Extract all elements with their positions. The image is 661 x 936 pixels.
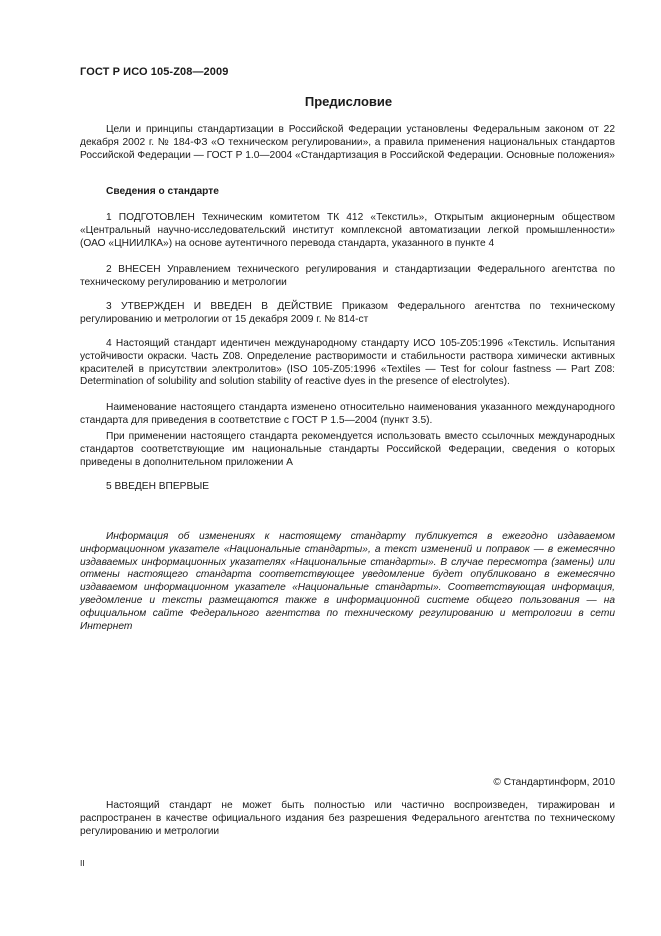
page-title: Предисловие xyxy=(304,94,393,109)
page-number: II xyxy=(80,858,85,868)
copyright: © Стандартинформ, 2010 xyxy=(493,777,615,788)
section-heading: Сведения о стандарте xyxy=(106,186,219,197)
item-2-submitted: 2 ВНЕСЕН Управлением технического регулирования и стандартизации Федерального агентства по техническому регулированию и метрологии xyxy=(80,264,615,288)
item-4-name-change: Наименование настоящего стандарта изменено относительно наименования указанного международного стандарта для приведения в соответствие с ГОСТ Р 1.5—2004 (пункт 3.5). xyxy=(80,402,615,426)
item-5-first-introduced: 5 ВВЕДЕН ВПЕРВЫЕ xyxy=(106,481,210,492)
item-4-identical: 4 Настоящий стандарт идентичен международному стандарту ИСО 105-Z05:1996 «Текстиль. Испытания устойчивости окраски. Часть Z08. Определение растворимости и стабильности раствора химически активных красителей в присутствии электролитов» (ISO 105-Z05:1996 «Textiles — Test for colour fastness — Part Z08: Determination of solubility and solution stability of reactive dyes in the presence of electrolytes). xyxy=(80,338,615,388)
item-4-references: При применении настоящего стандарта рекомендуется использовать вместо ссылочных международных стандартов соответствующие им национальные стандарты Российской Федерации, сведения о которых приведены в дополнительном приложении А xyxy=(80,431,615,468)
notice-paragraph: Информация об изменениях к настоящему стандарту публикуется в ежегодно издаваемом информационном указателе «Национальные стандарты», а текст изменений и поправок — в ежемесячно издаваемых информационных указателях «Национальные стандарты». В случае пересмотра (замены) или отмены настоящего стандарта соответствующее уведомление будет опубликовано в ежемесячно издаваемом информационном указателе «Национальные стандарты». Соответствующая информация, уведомление и тексты размещаются также в информационной системе общего пользования — на официальном сайте Федерального агентства по техническому регулированию и метрологии в сети Интернет xyxy=(80,531,615,632)
item-1-prepared: 1 ПОДГОТОВЛЕН Техническим комитетом ТК 412 «Текстиль», Открытым акционерным обществом «Центральный научно-исследовательский институт комплексной автоматизации легкой промышленности» (ОАО «ЦНИИЛКА») на основе аутентичного перевода стандарта, указанного в пункте 4 xyxy=(80,212,615,249)
rights-paragraph: Настоящий стандарт не может быть полностью или частично воспроизведен, тиражирован и распространен в качестве официального издания без разрешения Федерального агентства по техническому регулированию и метрологии xyxy=(80,800,615,837)
intro-paragraph: Цели и принципы стандартизации в Российской Федерации установлены Федеральным законом от 22 декабря 2002 г. № 184-ФЗ «О техническом регулировании», а правила применения национальных стандартов Российской Федерации — ГОСТ Р 1.0—2004 «Стандартизация в Российской Федерации. Основные положения» xyxy=(80,124,615,161)
item-3-approved: 3 УТВЕРЖДЕН И ВВЕДЕН В ДЕЙСТВИЕ Приказом Федерального агентства по техническому регулированию и метрологии от 15 декабря 2009 г. № 814-ст xyxy=(80,301,615,325)
document-code: ГОСТ Р ИСО 105-Z08—2009 xyxy=(80,66,229,78)
